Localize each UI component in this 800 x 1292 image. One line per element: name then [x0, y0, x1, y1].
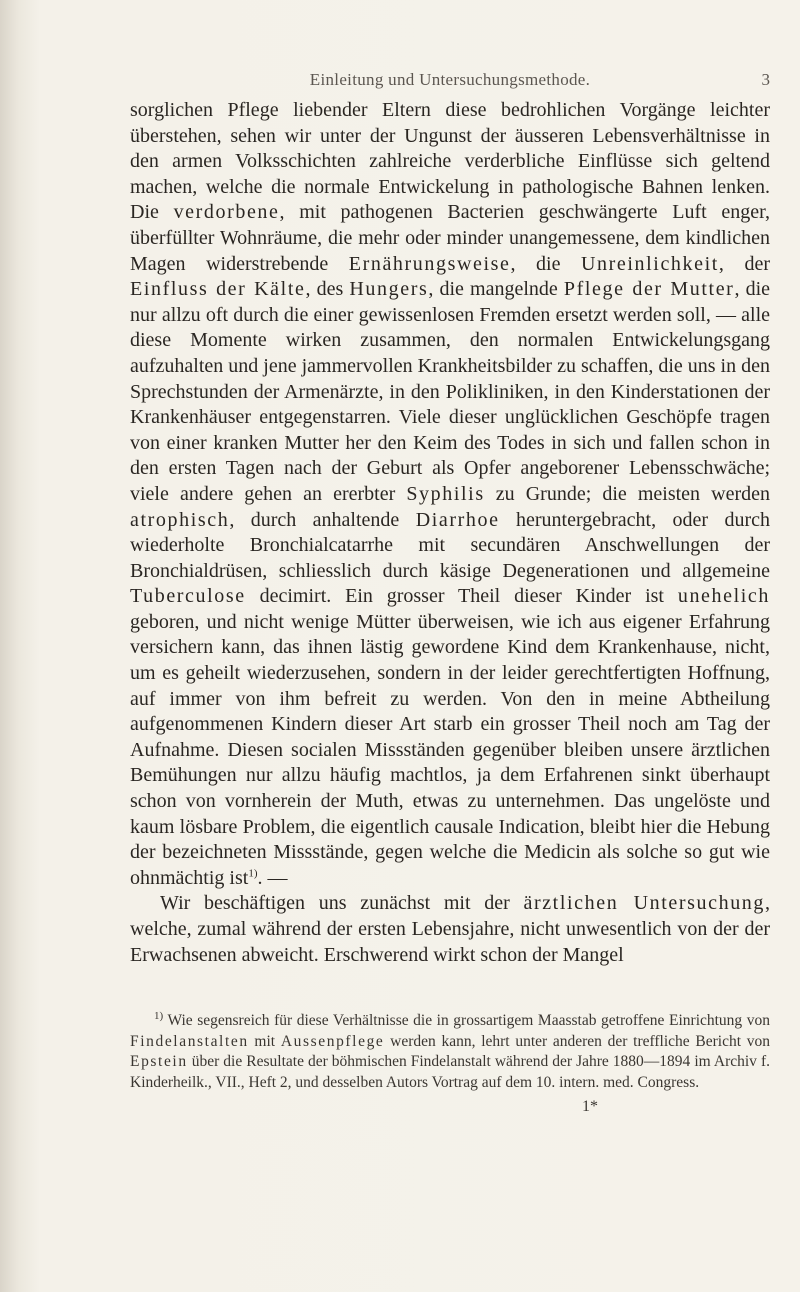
paragraph-2	[130, 891, 770, 968]
footnote-text	[130, 1011, 770, 1093]
running-title: Einleitung und Untersuchungsmethode.	[309, 70, 591, 89]
emphasis: Diarrhoe	[415, 508, 500, 531]
text-run: , der	[718, 252, 770, 275]
emphasis: Aussenpflege	[280, 1032, 385, 1050]
text-run: Wie segensreich für diese Verhältnisse die in grossartigem Maasstab getroffene Einrichtung von	[163, 1012, 770, 1029]
emphasis: ärztlichen Untersuchung	[523, 892, 765, 915]
text-run: , die nur allzu oft durch die einer gewissenlosen Fremden ersetzt werden soll, — alle diese Momente wirken zusammen, den normalen Entwickelungsgang aufzuhalten und jene jammervollen Krankheitsbilder zu schaffen, die uns in den Sprechstunden der Armenärzte, in den Polikliniken, in den Kinderstationen der Krankenhäuser entgegenstarren. Viele dieser unglücklichen Geschöpfe tragen von einer kranken Mutter her den Keim des Todes in sich und fallen schon in den ersten Tagen nach der Geburt als Opfer angeborener Lebensschwäche; viele andere gehen an ererbter	[130, 278, 770, 505]
emphasis: Hungers	[349, 278, 429, 301]
text-run: , die mangelnde	[428, 278, 564, 301]
emphasis: Pflege der Mutter	[563, 278, 735, 301]
text-run: zu Grunde; die meisten werden	[484, 482, 770, 505]
text-run: , welche, zumal während der ersten Lebensjahre, nicht unwesentlich von der der Erwachsenen abweicht. Erschwerend wirkt schon der Mangel	[130, 892, 770, 966]
text-run: decimirt. Ein grosser Theil dieser Kinder ist	[245, 585, 678, 608]
text-run: , des	[305, 278, 350, 301]
emphasis: Unreinlichkeit	[581, 252, 719, 275]
text-run: , durch anhaltende	[229, 508, 416, 531]
text-run: , die	[510, 252, 581, 275]
text-run: . —	[257, 866, 288, 889]
footnote-reference: 1)	[248, 867, 258, 880]
page-number: 3	[761, 70, 770, 89]
text-run: über die Resultate der böhmischen Findelanstalt während der Jahre 1880—1894 im Archiv f. Kinderheilk., VII., Heft 2, und desselben Autors Vortrag auf dem 10. intern. med. Congress.	[130, 1053, 770, 1091]
text-run: Wir beschäftigen uns zunächst mit der	[160, 892, 524, 915]
emphasis: Tuberculose	[130, 585, 246, 608]
emphasis: unehelich	[677, 585, 770, 608]
emphasis: Einfluss der Kälte	[130, 278, 306, 301]
emphasis: Epstein	[130, 1053, 188, 1070]
paragraph-1	[130, 98, 770, 891]
emphasis: Syphilis	[406, 482, 485, 505]
running-header	[130, 70, 770, 96]
emphasis: Findelanstalten	[130, 1032, 249, 1050]
footnote-marker: 1)	[154, 1009, 164, 1022]
emphasis: Ernährungsweise	[348, 252, 511, 275]
text-run: sorglichen Pflege liebender Eltern diese bedrohlichen Vorgänge leichter überstehen, sehen wir unter der Ungunst der äusseren Lebensverhältnisse in den armen Volksschichten zahlreiche verderbliche Einflüsse sich geltend machen, welche die normale Entwickelung in pathologische Bahnen lenken. Die	[130, 99, 770, 224]
text-run: , mit pathogenen Bacterien geschwängerte Luft enger, überfüllter Wohnräume, die mehr oder minder unangemessene, dem kindlichen Magen widerstrebende	[130, 201, 770, 275]
main-text	[130, 98, 770, 968]
text-run: heruntergebracht, oder durch wiederholte Bronchialcatarrhe mit secundären Anschwellungen der Bronchialdrüsen, schliesslich durch käsige Degenerationen und allgemeine	[130, 508, 770, 582]
text-run: geboren, und nicht wenige Mütter überweisen, wie ich aus eigener Erfahrung versichern kann, das ihnen lästig gewordene Kind dem Krankenhause, nicht, um es geheilt wiederzusehen, sondern in der leider gerechtfertigten Hoffnung, auf immer von ihm befreit zu werden. Von den in meine Abtheilung aufgenommenen Kindern dieser Art starb ein grosser Theil noch am Tag der Aufnahme. Diesen socialen Missständen gegenüber bleiben unsere ärztlichen Bemühungen nur allzu häufig machtlos, ja dem Erfahrenen sinkt überhaupt schon von vornherein der Muth, etwas zu unternehmen. Das ungelöste und kaum lösbare Problem, die eigentlich causale Indication, bleibt hier die Hebung der bezeichneten Missstände, gegen welche die Medicin als solche so gut wie ohnmächtig ist	[130, 610, 770, 889]
signature-mark: 1*	[582, 1098, 598, 1115]
emphasis: atrophisch	[130, 508, 230, 531]
text-run: mit	[248, 1032, 281, 1050]
footnote	[130, 1011, 770, 1093]
emphasis: verdorbene	[173, 201, 280, 224]
text-run: werden kann, lehrt unter anderen der treffliche Bericht von	[384, 1032, 770, 1050]
